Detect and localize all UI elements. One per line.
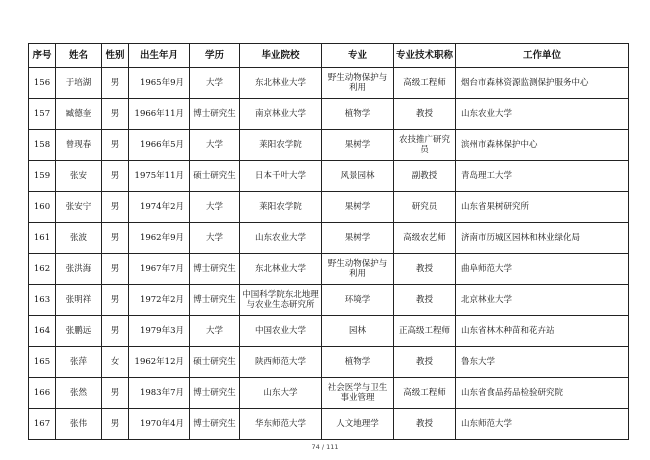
cell-unit: 山东师范大学 — [456, 409, 629, 440]
cell-school: 莱阳农学院 — [240, 192, 322, 223]
cell-school: 中国科学院东北地理与农业生态研究所 — [240, 285, 322, 316]
cell-major: 风景园林 — [322, 161, 394, 192]
cell-serial: 163 — [29, 285, 56, 316]
cell-serial: 157 — [29, 99, 56, 130]
table-row — [29, 130, 629, 161]
table-row — [29, 99, 629, 130]
cell-birth: 1972年2月 — [129, 285, 190, 316]
page-number: 74 / 111 — [311, 443, 339, 451]
cell-major: 园林 — [322, 316, 394, 347]
cell-major: 野生动物保护与利用 — [322, 254, 394, 285]
table-row — [29, 285, 629, 316]
cell-name: 臧德奎 — [56, 99, 102, 130]
table-row — [29, 223, 629, 254]
cell-gender: 男 — [102, 68, 129, 99]
cell-education: 博士研究生 — [190, 378, 240, 409]
cell-unit: 鲁东大学 — [456, 347, 629, 378]
cell-education: 大学 — [190, 192, 240, 223]
cell-unit: 青岛理工大学 — [456, 161, 629, 192]
cell-gender: 男 — [102, 378, 129, 409]
cell-school: 南京林业大学 — [240, 99, 322, 130]
cell-title: 高级工程师 — [394, 378, 456, 409]
cell-name: 张波 — [56, 223, 102, 254]
header-serial: 序号 — [29, 44, 56, 68]
cell-major: 果树学 — [322, 223, 394, 254]
cell-school: 中国农业大学 — [240, 316, 322, 347]
cell-major: 果树学 — [322, 130, 394, 161]
cell-serial: 166 — [29, 378, 56, 409]
cell-name: 张洪海 — [56, 254, 102, 285]
cell-school: 日本千叶大学 — [240, 161, 322, 192]
table-row — [29, 378, 629, 409]
cell-major: 环境学 — [322, 285, 394, 316]
cell-title: 教授 — [394, 99, 456, 130]
cell-unit: 滨州市森林保护中心 — [456, 130, 629, 161]
header-major: 专业 — [322, 44, 394, 68]
cell-name: 张然 — [56, 378, 102, 409]
cell-gender: 男 — [102, 285, 129, 316]
cell-education: 博士研究生 — [190, 285, 240, 316]
cell-serial: 158 — [29, 130, 56, 161]
header-school: 毕业院校 — [240, 44, 322, 68]
cell-major: 果树学 — [322, 192, 394, 223]
table-row — [29, 68, 629, 99]
cell-birth: 1979年3月 — [129, 316, 190, 347]
cell-gender: 男 — [102, 316, 129, 347]
cell-name: 张伟 — [56, 409, 102, 440]
header-row — [29, 44, 629, 68]
cell-education: 大学 — [190, 68, 240, 99]
cell-unit: 山东省食品药品检验研究院 — [456, 378, 629, 409]
cell-serial: 165 — [29, 347, 56, 378]
header-gender: 性别 — [102, 44, 129, 68]
cell-title: 正高级工程师 — [394, 316, 456, 347]
cell-education: 大学 — [190, 316, 240, 347]
cell-title: 高级工程师 — [394, 68, 456, 99]
cell-birth: 1975年11月 — [129, 161, 190, 192]
cell-serial: 156 — [29, 68, 56, 99]
cell-title: 副教授 — [394, 161, 456, 192]
cell-title: 教授 — [394, 347, 456, 378]
table-row — [29, 409, 629, 440]
cell-birth: 1965年9月 — [129, 68, 190, 99]
cell-gender: 男 — [102, 130, 129, 161]
cell-title: 教授 — [394, 409, 456, 440]
cell-education: 博士研究生 — [190, 409, 240, 440]
cell-serial: 167 — [29, 409, 56, 440]
cell-school: 莱阳农学院 — [240, 130, 322, 161]
table-body — [29, 68, 629, 440]
header-unit: 工作单位 — [456, 44, 629, 68]
cell-name: 张安宁 — [56, 192, 102, 223]
header-title: 专业技术职称 — [394, 44, 456, 68]
cell-unit: 北京林业大学 — [456, 285, 629, 316]
cell-major: 植物学 — [322, 99, 394, 130]
cell-birth: 1966年5月 — [129, 130, 190, 161]
table-row — [29, 347, 629, 378]
header-education: 学历 — [190, 44, 240, 68]
cell-education: 博士研究生 — [190, 254, 240, 285]
cell-birth: 1962年9月 — [129, 223, 190, 254]
cell-name: 曾现春 — [56, 130, 102, 161]
cell-gender: 男 — [102, 99, 129, 130]
cell-education: 大学 — [190, 130, 240, 161]
header-birth: 出生年月 — [129, 44, 190, 68]
cell-education: 硕士研究生 — [190, 347, 240, 378]
header-name: 姓名 — [56, 44, 102, 68]
cell-title: 研究员 — [394, 192, 456, 223]
cell-title: 教授 — [394, 285, 456, 316]
table-row — [29, 161, 629, 192]
table-row — [29, 316, 629, 347]
cell-unit: 烟台市森林资源监测保护服务中心 — [456, 68, 629, 99]
cell-education: 大学 — [190, 223, 240, 254]
cell-serial: 159 — [29, 161, 56, 192]
cell-unit: 山东省林木种苗和花卉站 — [456, 316, 629, 347]
cell-birth: 1983年7月 — [129, 378, 190, 409]
cell-gender: 男 — [102, 223, 129, 254]
cell-gender: 男 — [102, 192, 129, 223]
cell-birth: 1967年7月 — [129, 254, 190, 285]
cell-title: 农技推广研究员 — [394, 130, 456, 161]
cell-major: 野生动物保护与利用 — [322, 68, 394, 99]
cell-serial: 162 — [29, 254, 56, 285]
cell-unit: 山东农业大学 — [456, 99, 629, 130]
cell-school: 东北林业大学 — [240, 254, 322, 285]
cell-birth: 1966年11月 — [129, 99, 190, 130]
cell-school: 东北林业大学 — [240, 68, 322, 99]
cell-gender: 男 — [102, 409, 129, 440]
cell-school: 山东大学 — [240, 378, 322, 409]
cell-serial: 160 — [29, 192, 56, 223]
cell-title: 高级农艺师 — [394, 223, 456, 254]
cell-gender: 女 — [102, 347, 129, 378]
cell-education: 博士研究生 — [190, 99, 240, 130]
cell-major: 社会医学与卫生事业管理 — [322, 378, 394, 409]
cell-name: 张鹏远 — [56, 316, 102, 347]
cell-name: 张明祥 — [56, 285, 102, 316]
table-row — [29, 192, 629, 223]
cell-school: 陕西师范大学 — [240, 347, 322, 378]
cell-name: 于培湖 — [56, 68, 102, 99]
cell-major: 植物学 — [322, 347, 394, 378]
cell-serial: 164 — [29, 316, 56, 347]
cell-serial: 161 — [29, 223, 56, 254]
cell-education: 硕士研究生 — [190, 161, 240, 192]
cell-unit: 济南市历城区园林和林业绿化局 — [456, 223, 629, 254]
cell-gender: 男 — [102, 254, 129, 285]
cell-unit: 曲阜师范大学 — [456, 254, 629, 285]
cell-birth: 1974年2月 — [129, 192, 190, 223]
table-row — [29, 254, 629, 285]
cell-title: 教授 — [394, 254, 456, 285]
cell-birth: 1970年4月 — [129, 409, 190, 440]
cell-school: 山东农业大学 — [240, 223, 322, 254]
cell-unit: 山东省果树研究所 — [456, 192, 629, 223]
cell-birth: 1962年12月 — [129, 347, 190, 378]
cell-school: 华东师范大学 — [240, 409, 322, 440]
roster-table — [28, 43, 629, 440]
cell-name: 张萍 — [56, 347, 102, 378]
cell-gender: 男 — [102, 161, 129, 192]
cell-major: 人文地理学 — [322, 409, 394, 440]
cell-name: 张安 — [56, 161, 102, 192]
